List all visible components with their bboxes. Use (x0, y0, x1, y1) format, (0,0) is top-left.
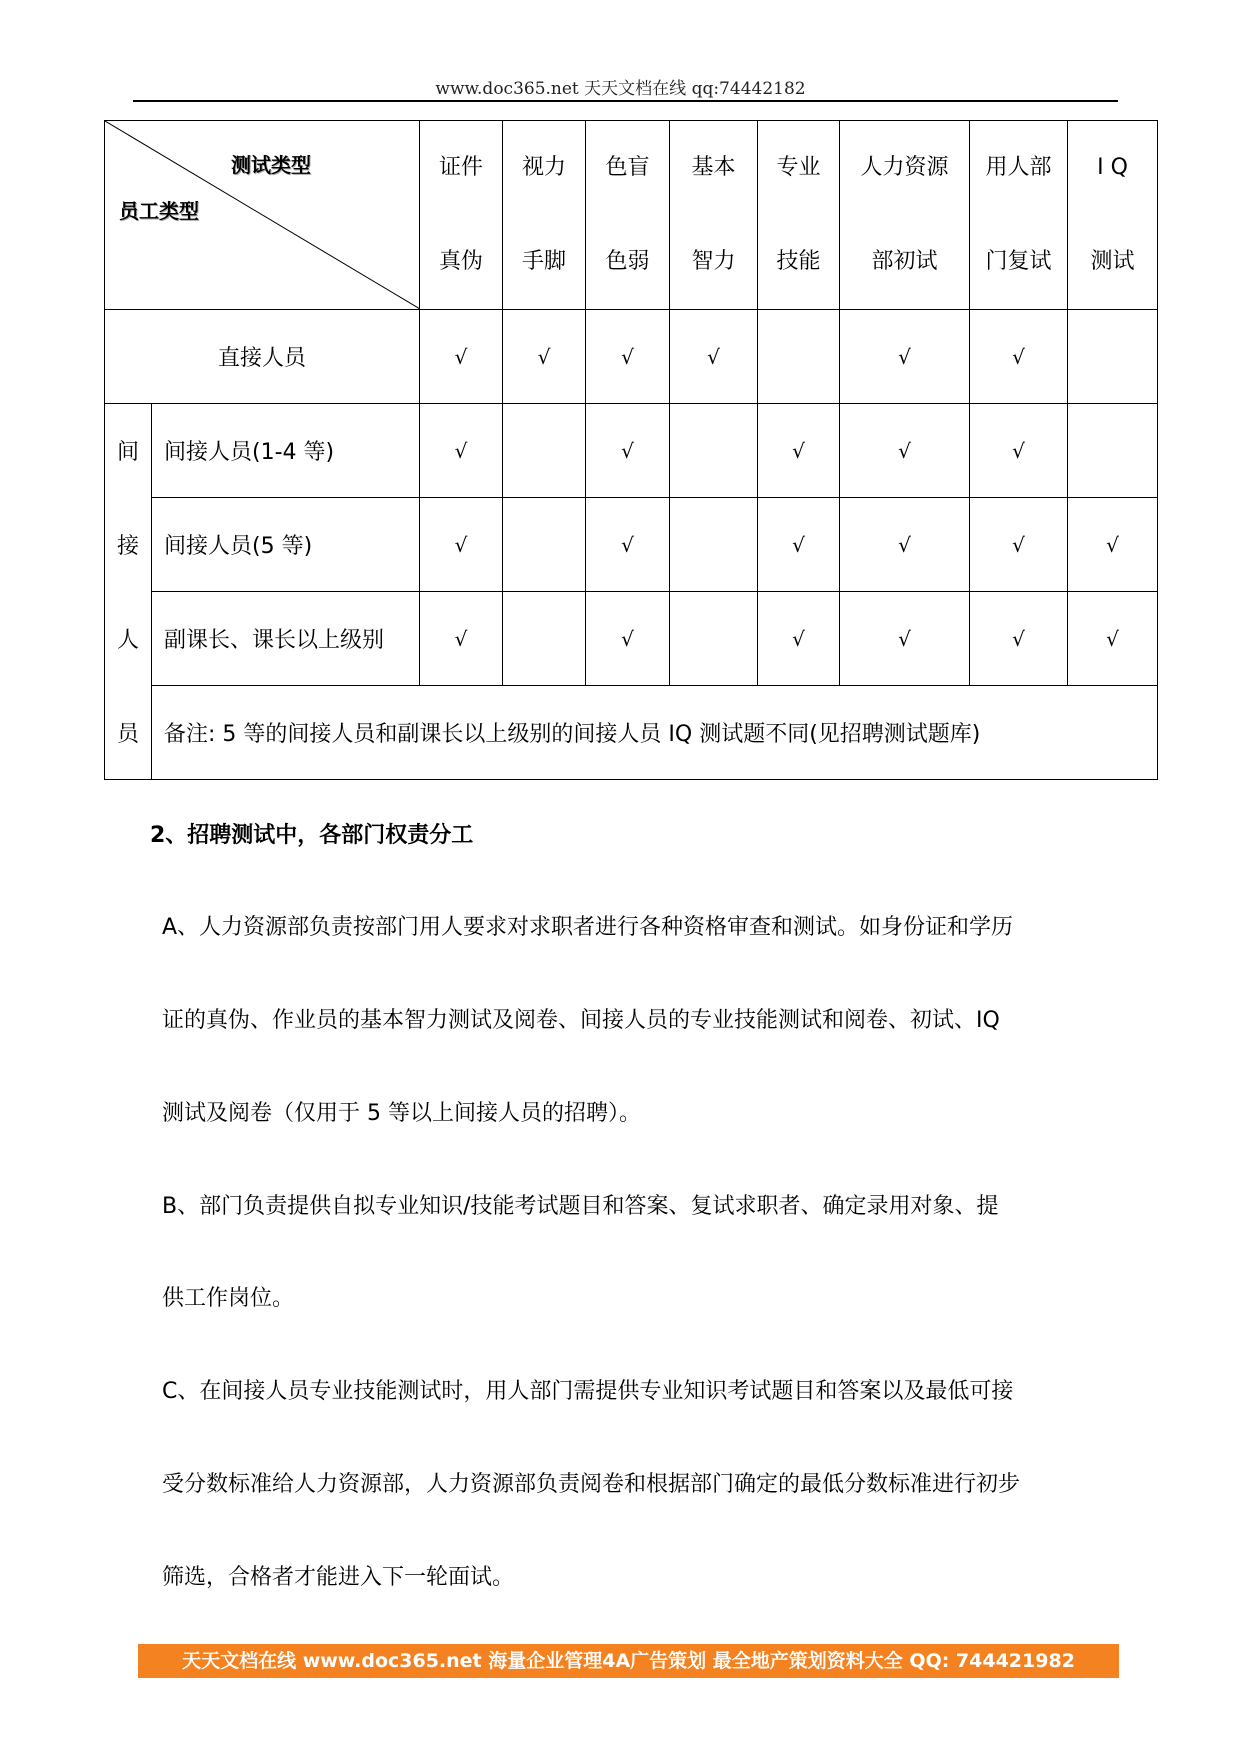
table-row (105, 310, 1158, 404)
recruitment-test-table (104, 120, 1158, 780)
row-label: 副课长、课长以上级别 (152, 592, 420, 686)
check-cell: √ (503, 310, 586, 404)
paragraph-line: A、人力资源部负责按部门用人要求对求职者进行各种资格审查和测试。如身份证和学历 (162, 915, 1014, 940)
employee-type-label: 员工类型 (119, 199, 199, 223)
paragraph-line: C、在间接人员专业技能测试时，用人部门需提供专业知识考试题目和答案以及最低可接 (162, 1379, 1014, 1404)
table-remark: 备注: 5 等的间接人员和副课长以上级别的间接人员 IQ 测试题不同(见招聘测试题库) (152, 686, 1158, 780)
check-cell: √ (840, 498, 970, 592)
section-title: 2、招聘测试中，各部门权责分工 (150, 823, 474, 848)
check-cell: √ (420, 592, 503, 686)
group-label-char: 接 (105, 498, 152, 592)
empty-cell (503, 592, 586, 686)
check-cell: √ (420, 310, 503, 404)
check-cell: √ (970, 498, 1068, 592)
test-type-label: 测试类型 (231, 153, 311, 177)
empty-cell (758, 310, 840, 404)
diagonal-header-cell (105, 121, 420, 310)
row-label: 间接人员(1-4 等) (152, 404, 420, 498)
table-row (105, 404, 1158, 498)
page-header: www.doc365.net 天天文档在线 qq:74442182 (435, 79, 806, 99)
paragraph-line: 供工作岗位。 (162, 1286, 295, 1311)
paragraph-line: B、部门负责提供自拟专业知识/技能考试题目和答案、复试求职者、确定录用对象、提 (162, 1194, 999, 1219)
paragraph-line: 证的真伪、作业员的基本智力测试及阅卷、间接人员的专业技能测试和阅卷、初试、IQ (162, 1008, 1000, 1033)
group-label-char: 人 (105, 592, 152, 686)
check-cell: √ (840, 404, 970, 498)
check-cell: √ (586, 404, 670, 498)
check-cell: √ (970, 592, 1068, 686)
check-cell: √ (1068, 498, 1158, 592)
check-cell: √ (1068, 592, 1158, 686)
remark-row (105, 686, 1158, 780)
check-cell: √ (758, 404, 840, 498)
check-cell: √ (840, 310, 970, 404)
check-cell: √ (586, 498, 670, 592)
check-cell: √ (840, 592, 970, 686)
paragraph-line: 筛选，合格者才能进入下一轮面试。 (162, 1565, 515, 1590)
empty-cell (670, 498, 758, 592)
table-row (105, 498, 1158, 592)
group-label-char: 员 (105, 686, 152, 780)
column-header: 证件 真伪 (420, 121, 503, 310)
check-cell: √ (420, 404, 503, 498)
empty-cell (670, 404, 758, 498)
check-cell: √ (758, 592, 840, 686)
column-header: 基本 智力 (670, 121, 758, 310)
paragraph-line: 测试及阅卷（仅用于 5 等以上间接人员的招聘）。 (162, 1101, 641, 1126)
column-header: 用人部 门复试 (970, 121, 1068, 310)
check-cell: √ (970, 310, 1068, 404)
column-header: I Q 测试 (1068, 121, 1158, 310)
footer-banner[interactable]: 天天文档在线 www.doc365.net 海量企业管理4A广告策划 最全地产策划资料大全 QQ: 744421982 (138, 1644, 1119, 1678)
empty-cell (503, 498, 586, 592)
empty-cell (1068, 404, 1158, 498)
column-header: 人力资源 部初试 (840, 121, 970, 310)
paragraph-line: 受分数标准给人力资源部，人力资源部负责阅卷和根据部门确定的最低分数标准进行初步 (162, 1472, 1021, 1497)
header-divider (133, 100, 1118, 102)
column-header: 色盲 色弱 (586, 121, 670, 310)
empty-cell (503, 404, 586, 498)
column-header: 视力 手脚 (503, 121, 586, 310)
column-header: 专业 技能 (758, 121, 840, 310)
check-cell: √ (586, 592, 670, 686)
empty-cell (1068, 310, 1158, 404)
check-cell: √ (670, 310, 758, 404)
empty-cell (670, 592, 758, 686)
check-cell: √ (420, 498, 503, 592)
table-header-row (105, 121, 1158, 310)
table-row (105, 592, 1158, 686)
check-cell: √ (970, 404, 1068, 498)
row-label: 间接人员(5 等) (152, 498, 420, 592)
row-label: 直接人员 (105, 310, 420, 404)
check-cell: √ (586, 310, 670, 404)
check-cell: √ (758, 498, 840, 592)
group-label-char: 间 (105, 404, 152, 498)
